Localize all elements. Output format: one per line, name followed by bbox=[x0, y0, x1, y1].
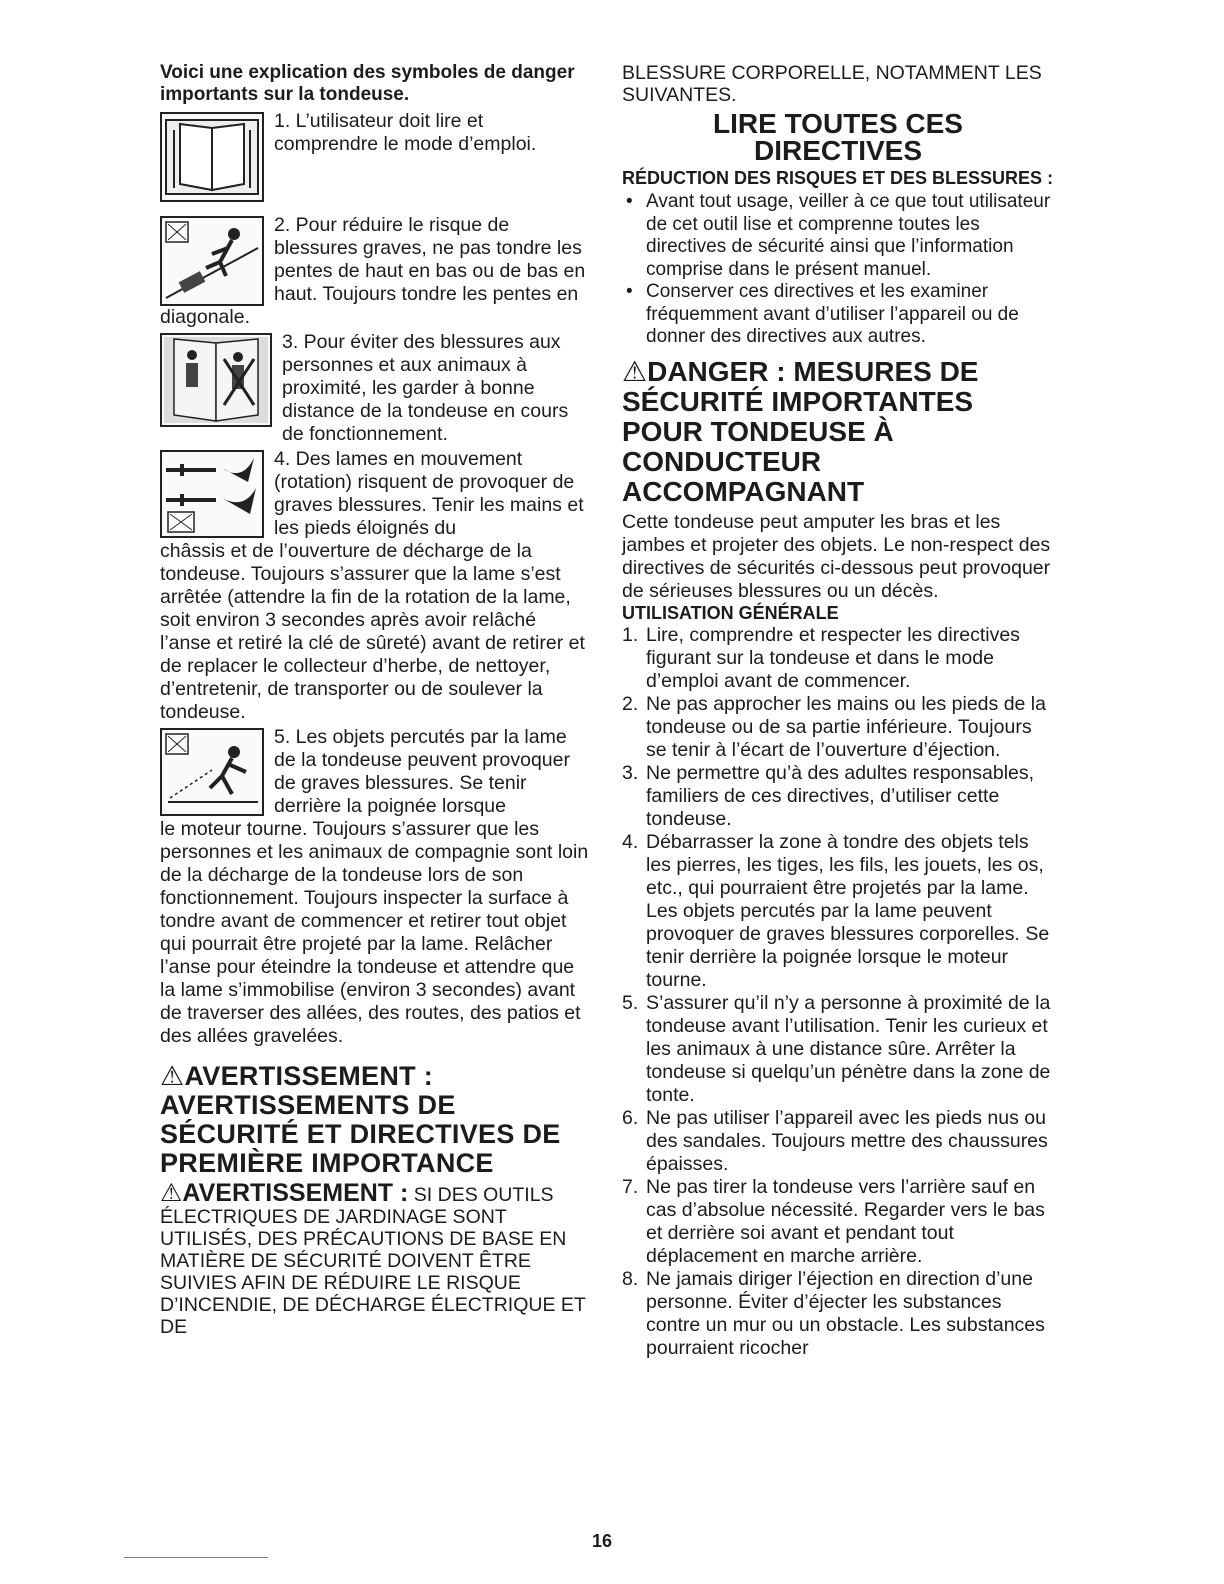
reduction-item: • Conserver ces directives et les examiner fréquemment avant d’utiliser l’appareil ou de donner des directives aux autres. bbox=[622, 281, 1054, 349]
danger-heading: ⚠DANGER : MESURES DE SÉCURITÉ IMPORTANTES POUR TONDEUSE À CONDUCTEUR ACCOMPAGNANT bbox=[622, 355, 979, 507]
rotating-blade-icon bbox=[160, 450, 264, 538]
general-use-list bbox=[622, 624, 1054, 1360]
symbol-4-continued: châssis et de l’ouverture de décharge de la tondeuse. Toujours s’assurer que la lame s’est arrêtée (attendre la fin de la rotation de la lame, soit environ 3 secondes après avoir relâché l’anse et retiré la clé de sûreté) avant de retirer et de replacer le collecteur d’herbe, de nettoyer, d’entretenir, de transporter ou de soulever la tondeuse. bbox=[160, 540, 585, 723]
list-item-number: 7. bbox=[622, 1175, 639, 1198]
symbol-1-text: 1. L’utilisateur doit lire et comprendre le mode d’emploi. bbox=[274, 110, 537, 155]
thrown-objects-icon bbox=[160, 728, 264, 816]
bystanders-icon bbox=[160, 333, 272, 427]
footer-divider bbox=[124, 1557, 268, 1558]
list-item bbox=[622, 831, 1054, 992]
list-item bbox=[622, 762, 1054, 831]
list-item-text: Débarrasser la zone à tondre des objets tels les pierres, les tiges, les fils, les jouets, les os, etc., qui pourraient être projetés par la lame. Les objets percutés par la lame peuvent provoquer de graves blessures corporelles. Se tenir derrière la poignée lorsque le moteur tourne. bbox=[646, 830, 1050, 991]
list-item-text: Ne permettre qu’à des adultes responsables, familiers de ces directives, d’utiliser cette tondeuse. bbox=[646, 761, 1035, 830]
warning-notice-text: SI DES OUTILS ÉLECTRIQUES DE JARDINAGE SONT UTILISÉS, DES PRÉCAUTIONS DE BASE EN MATIÈRE DE SÉCURITÉ DOIVENT ÊTRE SUIVIES AFIN DE RÉDUIRE LE RISQUE D’INCENDIE, DE DÉCHARGE ÉLECTRIQUE ET DE bbox=[160, 1184, 586, 1338]
read-all-heading: LIRE TOUTES CES DIRECTIVES bbox=[713, 108, 963, 166]
list-item-text: Lire, comprendre et respecter les directives figurant sur la tondeuse et dans le mode d’emploi avant de commencer. bbox=[646, 623, 1020, 692]
reduction-heading: RÉDUCTION DES RISQUES ET DES BLESSURES : bbox=[622, 168, 1054, 188]
symbols-intro: Voici une explication des symboles de danger importants sur la tondeuse. bbox=[160, 62, 575, 105]
symbol-2-text: 2. Pour réduire le risque de blessures graves, ne pas tondre les pentes de haut en bas ou de bas en haut. Toujours tondre les pentes en diagonale. bbox=[160, 214, 586, 328]
symbol-4 bbox=[160, 448, 590, 540]
list-item-number: 2. bbox=[622, 692, 639, 715]
list-item-text: S’assurer qu’il n’y a personne à proximité de la tondeuse avant l’utilisation. Tenir les curieux et les animaux à une distance sûre. Arrêter la tondeuse si quelqu’un pénètre dans la zone de tonte. bbox=[646, 991, 1051, 1106]
list-item-text: Ne jamais diriger l’éjection en direction d’une personne. Éviter d’éjecter les substances contre un mur ou un obstacle. Les substances pourraient ricocher bbox=[646, 1267, 1045, 1359]
list-item-number: 6. bbox=[622, 1106, 639, 1129]
list-item bbox=[622, 1176, 1054, 1268]
slope-mowing-icon bbox=[160, 216, 264, 306]
list-item-text: Ne pas approcher les mains ou les pieds de la tondeuse ou de sa partie inférieure. Toujours se tenir à l’écart de l’ouverture d’éjection. bbox=[646, 692, 1046, 761]
reduction-list bbox=[622, 191, 1054, 349]
list-item-number: 5. bbox=[622, 991, 639, 1014]
reduction-item: • Avant tout usage, veiller à ce que tout utilisateur de cet outil lise et comprenne toutes les directives de sécurité ainsi que l’information comprise dans le présent manuel. bbox=[622, 191, 1054, 281]
list-item bbox=[622, 1107, 1054, 1176]
left-column bbox=[160, 62, 590, 1338]
list-item bbox=[622, 624, 1054, 693]
warning-notice bbox=[160, 1179, 590, 1338]
danger-text: Cette tondeuse peut amputer les bras et les jambes et projeter des objets. Le non-respect des directives de sécurités ci-dessous peut provoquer de sérieuses blessures ou un décès. bbox=[622, 510, 1051, 602]
general-use-heading: UTILISATION GÉNÉRALE bbox=[622, 602, 839, 623]
manual-book-icon bbox=[160, 112, 264, 202]
symbol-3 bbox=[160, 331, 590, 446]
list-item bbox=[622, 992, 1054, 1107]
right-column bbox=[622, 62, 1054, 1360]
symbol-2 bbox=[160, 214, 590, 329]
list-item bbox=[622, 693, 1054, 762]
list-item-number: 8. bbox=[622, 1267, 639, 1290]
symbol-1 bbox=[160, 110, 590, 206]
symbol-3-text: 3. Pour éviter des blessures aux personnes et aux animaux à proximité, les garder à bonne distance de la tondeuse en cours de fonctionnement. bbox=[282, 331, 569, 445]
list-item-number: 3. bbox=[622, 761, 639, 784]
list-item-number: 1. bbox=[622, 623, 639, 646]
page-number: 16 bbox=[592, 1531, 613, 1551]
list-item bbox=[622, 1268, 1054, 1360]
symbol-5-text: 5. Les objets percutés par la lame de la tondeuse peuvent provoquer de graves blessures. Se tenir derrière la poignée lorsque bbox=[274, 726, 570, 817]
warning-notice-continued: BLESSURE CORPORELLE, NOTAMMENT LES SUIVANTES. bbox=[622, 62, 1042, 106]
list-item-text: Ne pas tirer la tondeuse vers l’arrière sauf en cas d’absolue nécessité. Regarder vers le bas et derrière soi avant et pendant tout déplacement en marche arrière. bbox=[646, 1175, 1045, 1267]
list-item-number: 4. bbox=[622, 830, 639, 853]
symbol-5 bbox=[160, 726, 590, 818]
warning-heading: ⚠AVERTISSEMENT : AVERTISSEMENTS DE SÉCURITÉ ET DIRECTIVES DE PREMIÈRE IMPORTANCE bbox=[160, 1061, 561, 1178]
symbol-4-text: 4. Des lames en mouvement (rotation) risquent de provoquer de graves blessures. Tenir les mains et les pieds éloignés du bbox=[274, 448, 584, 539]
warning-notice-label: ⚠AVERTISSEMENT : bbox=[160, 1179, 409, 1207]
list-item-text: Ne pas utiliser l’appareil avec les pieds nus ou des sandales. Toujours mettre des chaussures épaisses. bbox=[646, 1106, 1048, 1175]
symbol-5-continued: le moteur tourne. Toujours s’assurer que les personnes et les animaux de compagnie sont loin de la décharge de la tondeuse lors de son fonctionnement. Toujours inspecter la surface à tondre avant de commencer et retirer tout objet qui pourrait être projeté par la lame. Relâcher l’anse pour éteindre la tondeuse et attendre que la lame s’immobilise (environ 3 secondes) avant de traverser des allées, des routes, des patios et des allées gravelées. bbox=[160, 818, 589, 1047]
